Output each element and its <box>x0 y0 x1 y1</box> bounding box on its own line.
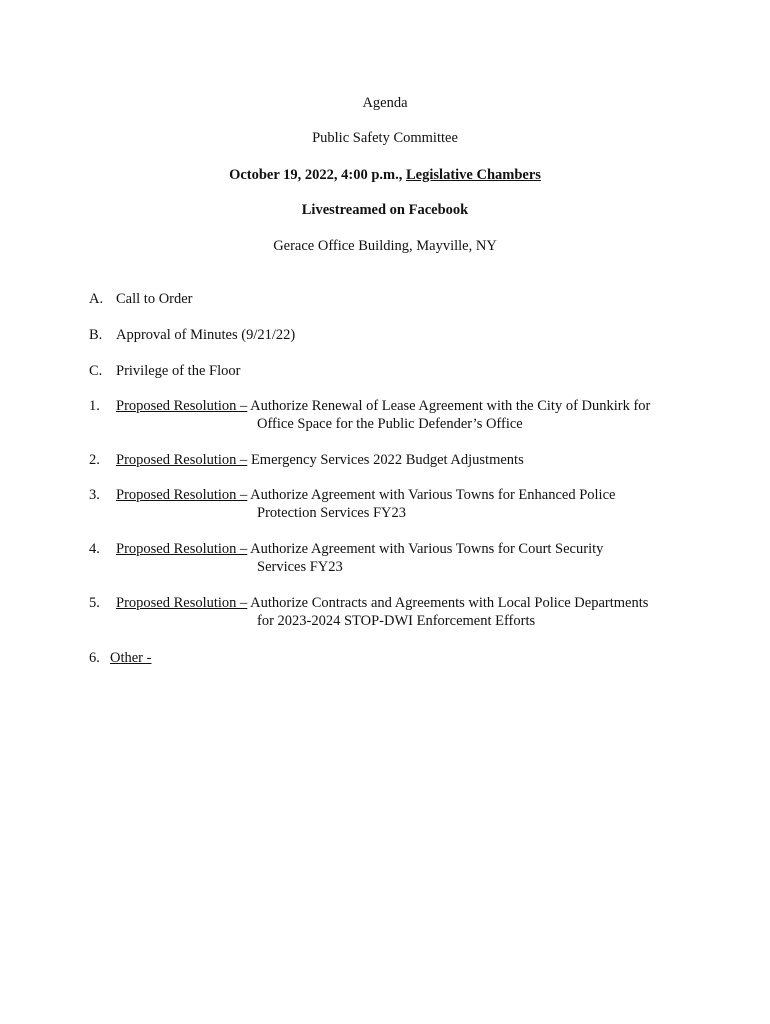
item-marker: C. <box>89 363 103 379</box>
item-continuation: Office Space for the Public Defender’s Office <box>257 416 523 432</box>
item-marker: 6. <box>89 650 100 666</box>
meeting-date-time: October 19, 2022, 4:00 p.m., <box>229 167 407 183</box>
item-continuation: for 2023-2024 STOP-DWI Enforcement Efforts <box>257 613 536 629</box>
item-line <box>116 540 603 558</box>
item-marker: 5. <box>89 595 100 611</box>
item-text: Authorize Agreement with Various Towns for Enhanced Police <box>247 487 616 503</box>
resolution-label: Proposed Resolution – <box>116 452 248 468</box>
item-line <box>116 451 524 469</box>
item-text: Emergency Services 2022 Budget Adjustments <box>247 452 524 468</box>
item-line <box>116 397 650 415</box>
item-line <box>116 486 615 504</box>
item-text: Authorize Contracts and Agreements with Local Police Departments <box>247 595 649 611</box>
resolution-label: Proposed Resolution – <box>116 487 248 503</box>
resolution-label: Proposed Resolution – <box>116 398 248 414</box>
item-text: Authorize Renewal of Lease Agreement with the City of Dunkirk for <box>247 398 651 414</box>
item-continuation: Protection Services FY23 <box>257 505 407 521</box>
item-text: Call to Order <box>116 291 193 307</box>
meeting-room: Legislative Chambers <box>406 167 541 183</box>
meeting-building: Gerace Office Building, Mayville, NY <box>273 238 497 254</box>
resolution-label: Proposed Resolution – <box>116 595 248 611</box>
item-text: Approval of Minutes (9/21/22) <box>116 327 296 343</box>
item-line <box>116 594 648 612</box>
item-marker: 1. <box>89 398 100 414</box>
resolution-label: Proposed Resolution – <box>116 541 248 557</box>
committee-name: Public Safety Committee <box>312 130 458 146</box>
livestream-note: Livestreamed on Facebook <box>301 202 469 218</box>
item-marker: A. <box>89 291 104 307</box>
agenda-title: Agenda <box>362 95 408 111</box>
item-text: Privilege of the Floor <box>116 363 241 379</box>
item-text: Other - <box>110 650 152 666</box>
item-text: Authorize Agreement with Various Towns for Court Security <box>247 541 604 557</box>
item-marker: 3. <box>89 487 100 503</box>
item-continuation: Services FY23 <box>257 559 343 575</box>
item-marker: 4. <box>89 541 100 557</box>
item-marker: B. <box>89 327 103 343</box>
item-marker: 2. <box>89 452 100 468</box>
meeting-date-line <box>0 166 770 184</box>
